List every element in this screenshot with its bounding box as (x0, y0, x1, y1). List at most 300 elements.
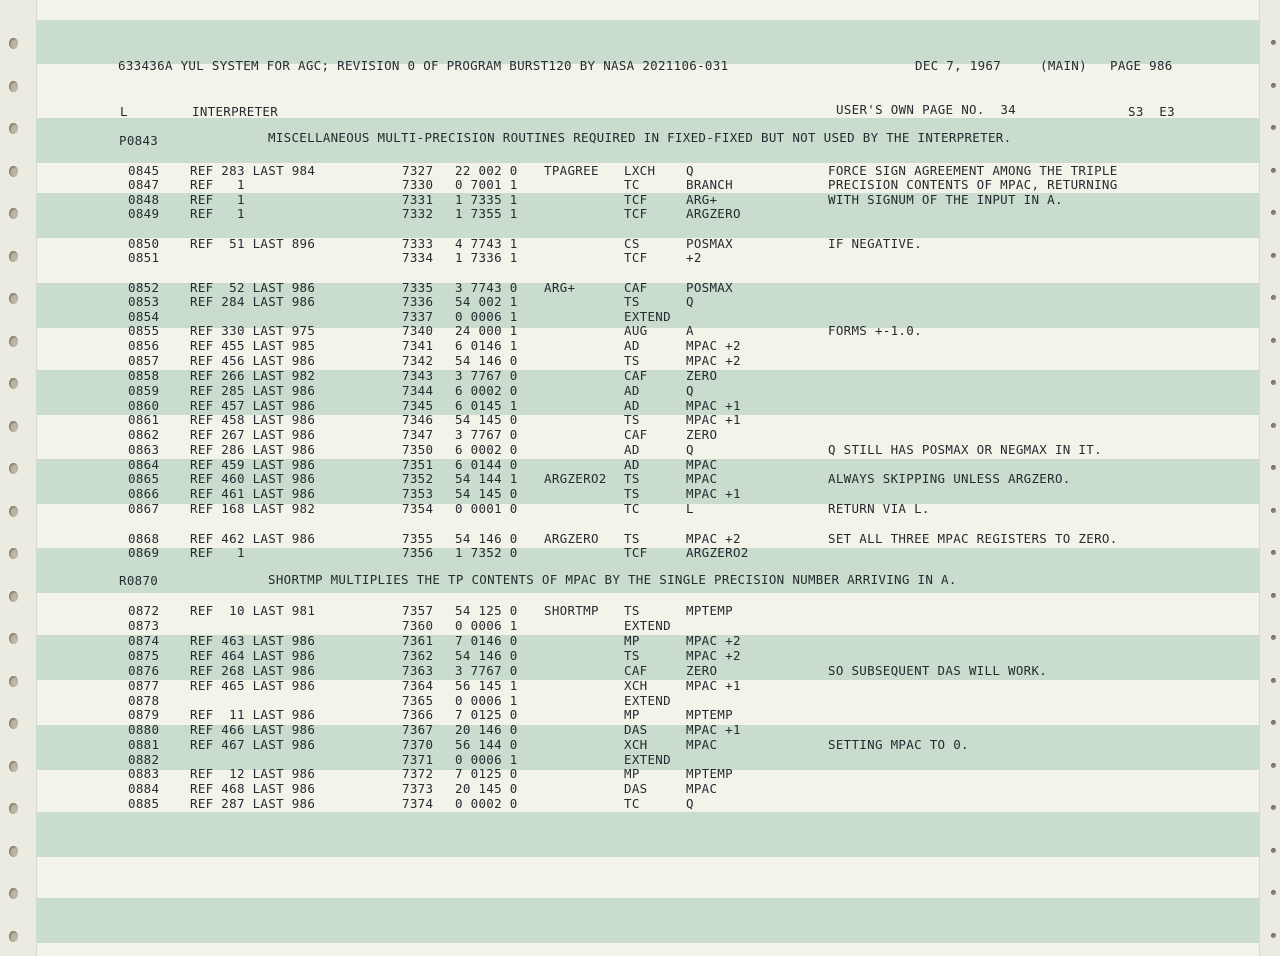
listing-comment: SO SUBSEQUENT DAS WILL WORK. (828, 663, 1048, 678)
listing-word: 1 7352 0 (455, 545, 518, 560)
listing-op: AUG (624, 323, 648, 338)
listing-line (0, 531, 1260, 546)
sheet-code: S3 E3 (1128, 104, 1175, 119)
listing-operand: MPAC +1 (686, 722, 741, 737)
listing-seq: 0847 (128, 177, 160, 192)
listing-line (0, 206, 1260, 221)
listing-op: AD (624, 442, 640, 457)
listing-word: 0 7001 1 (455, 177, 518, 192)
listing-operand: MPAC (686, 471, 718, 486)
listing-op: TC (624, 796, 640, 811)
sprocket-hole (1271, 465, 1276, 470)
listing-operand: MPAC +2 (686, 648, 741, 663)
listing-op: TS (624, 531, 640, 546)
listing-operand: Q (686, 294, 694, 309)
listing-addr: 7344 (402, 383, 434, 398)
listing-addr: 7340 (402, 323, 434, 338)
listing-ref: REF 461 LAST 986 (190, 486, 316, 501)
listing-ref: REF 168 LAST 982 (190, 501, 316, 516)
listing-label: ARGZERO (544, 531, 599, 546)
listing-op: MP (624, 766, 640, 781)
sprocket-hole (9, 931, 18, 942)
listing-comment: SETTING MPAC TO 0. (828, 737, 969, 752)
listing-section: (MAIN) (1040, 58, 1087, 73)
listing-operand: MPAC +1 (686, 398, 741, 413)
listing-seq: 0866 (128, 486, 160, 501)
listing-word: 56 145 1 (455, 678, 518, 693)
listing-seq: 0858 (128, 368, 160, 383)
listing-operand: MPAC +2 (686, 633, 741, 648)
listing-op: TCF (624, 206, 648, 221)
listing-line (0, 781, 1260, 796)
listing-ref: REF 1 (190, 177, 245, 192)
listing-line (0, 353, 1260, 368)
listing-line (0, 412, 1260, 427)
sprocket-hole (1271, 40, 1276, 45)
listing-operand: ARG+ (686, 192, 718, 207)
page-number: PAGE 986 (1110, 58, 1173, 73)
listing-label: ARG+ (544, 280, 576, 295)
listing-op: CAF (624, 427, 648, 442)
listing-seq: 0857 (128, 353, 160, 368)
listing-word: 0 0006 1 (455, 309, 518, 324)
listing-ref: REF 1 (190, 545, 245, 560)
listing-addr: 7353 (402, 486, 434, 501)
listing-word: 54 145 0 (455, 412, 518, 427)
listing-label: TPAGREE (544, 163, 599, 178)
listing-line (0, 603, 1260, 618)
listing-addr: 7334 (402, 250, 434, 265)
listing-line (0, 471, 1260, 486)
sprocket-hole (1271, 168, 1276, 173)
listing-comment: PRECISION CONTENTS OF MPAC, RETURNING (828, 177, 1118, 192)
listing-word: 6 0145 1 (455, 398, 518, 413)
listing-line (0, 383, 1260, 398)
listing-addr: 7373 (402, 781, 434, 796)
listing-op: TS (624, 486, 640, 501)
listing-op: TS (624, 603, 640, 618)
listing-addr: 7360 (402, 618, 434, 633)
listing-op: DAS (624, 781, 648, 796)
listing-word: 56 144 0 (455, 737, 518, 752)
listing-addr: 7331 (402, 192, 434, 207)
listing-word: 6 0002 0 (455, 442, 518, 457)
listing-line (0, 368, 1260, 383)
listing-line (0, 442, 1260, 457)
listing-operand: MPTEMP (686, 766, 733, 781)
listing-addr: 7370 (402, 737, 434, 752)
listing-word: 20 146 0 (455, 722, 518, 737)
listing-seq: 0877 (128, 678, 160, 693)
listing-operand: Q (686, 383, 694, 398)
listing-addr: 7354 (402, 501, 434, 516)
listing-word: 0 0002 0 (455, 796, 518, 811)
listing-addr: 7357 (402, 603, 434, 618)
listing-seq: 0878 (128, 693, 160, 708)
listing-seq: 0863 (128, 442, 160, 457)
listing-seq: 0852 (128, 280, 160, 295)
listing-word: 54 002 1 (455, 294, 518, 309)
listing-ref: REF 467 LAST 986 (190, 737, 316, 752)
listing-word: 1 7335 1 (455, 192, 518, 207)
listing-ref: REF 468 LAST 986 (190, 781, 316, 796)
comment-text: SHORTMP MULTIPLIES THE TP CONTENTS OF MPAC BY THE SINGLE PRECISION NUMBER ARRIVING IN A. (268, 572, 957, 587)
sprocket-hole (1271, 380, 1276, 385)
listing-line (0, 796, 1260, 811)
listing-operand: ZERO (686, 368, 718, 383)
listing-word: 0 0006 1 (455, 693, 518, 708)
listing-line (0, 280, 1260, 295)
listing-op: TC (624, 177, 640, 192)
listing-ref: REF 11 LAST 986 (190, 707, 316, 722)
sprocket-hole (9, 123, 18, 134)
listing-line (0, 737, 1260, 752)
comment-text: MISCELLANEOUS MULTI-PRECISION ROUTINES REQUIRED IN FIXED-FIXED BUT NOT USED BY THE INTERPRETER. (268, 130, 1012, 145)
sprocket-hole (1271, 210, 1276, 215)
listing-operand: MPAC (686, 457, 718, 472)
listing-line (0, 678, 1260, 693)
listing-operand: A (686, 323, 694, 338)
listing-line (0, 192, 1260, 207)
sprocket-hole (1271, 933, 1276, 938)
listing-word: 3 7767 0 (455, 663, 518, 678)
listing-addr: 7355 (402, 531, 434, 546)
listing-word: 22 002 0 (455, 163, 518, 178)
green-bar (36, 812, 1260, 857)
listing-seq: 0872 (128, 603, 160, 618)
listing-addr: 7365 (402, 693, 434, 708)
listing-word: 4 7743 1 (455, 236, 518, 251)
sprocket-hole (1271, 125, 1276, 130)
listing-op: XCH (624, 678, 648, 693)
listing-addr: 7356 (402, 545, 434, 560)
listing-addr: 7345 (402, 398, 434, 413)
sprocket-hole (1271, 635, 1276, 640)
sprocket-hole (1271, 423, 1276, 428)
listing-seq: 0859 (128, 383, 160, 398)
listing-seq: 0883 (128, 766, 160, 781)
listing-comment: RETURN VIA L. (828, 501, 930, 516)
listing-op: TCF (624, 545, 648, 560)
log-code: L (120, 104, 128, 119)
listing-line (0, 457, 1260, 472)
sprocket-hole (1271, 763, 1276, 768)
sprocket-hole (9, 38, 18, 49)
listing-line (0, 427, 1260, 442)
listing-comment: ALWAYS SKIPPING UNLESS ARGZERO. (828, 471, 1071, 486)
listing-ref: REF 458 LAST 986 (190, 412, 316, 427)
listing-op: TS (624, 353, 640, 368)
listing-comment: WITH SIGNUM OF THE INPUT IN A. (828, 192, 1063, 207)
listing-line (0, 663, 1260, 678)
sprocket-hole (1271, 678, 1276, 683)
listing-addr: 7330 (402, 177, 434, 192)
listing-word: 0 0001 0 (455, 501, 518, 516)
listing-date: DEC 7, 1967 (915, 58, 1002, 73)
listing-ref: REF 284 LAST 986 (190, 294, 316, 309)
listing-op: EXTEND (624, 693, 671, 708)
listing-ref: REF 1 (190, 192, 245, 207)
listing-addr: 7374 (402, 796, 434, 811)
listing-op: AD (624, 398, 640, 413)
listing-label: ARGZERO2 (544, 471, 607, 486)
listing-seq: 0856 (128, 338, 160, 353)
sprocket-hole (1271, 593, 1276, 598)
listing-operand: MPAC +1 (686, 412, 741, 427)
listing-label: SHORTMP (544, 603, 599, 618)
sprocket-hole (1271, 295, 1276, 300)
listing-addr: 7364 (402, 678, 434, 693)
listing-line (0, 722, 1260, 737)
listing-op: TS (624, 471, 640, 486)
listing-line (0, 398, 1260, 413)
listing-ref: REF 462 LAST 986 (190, 531, 316, 546)
listing-seq: 0850 (128, 236, 160, 251)
listing-operand: MPAC (686, 737, 718, 752)
sprocket-hole (1271, 720, 1276, 725)
listing-line (0, 752, 1260, 767)
comment-seq: P0843 (119, 133, 159, 148)
listing-comment: IF NEGATIVE. (828, 236, 922, 251)
listing-seq: 0884 (128, 781, 160, 796)
listing-seq: 0876 (128, 663, 160, 678)
listing-addr: 7351 (402, 457, 434, 472)
listing-word: 1 7355 1 (455, 206, 518, 221)
listing-ref: REF 460 LAST 986 (190, 471, 316, 486)
listing-seq: 0849 (128, 206, 160, 221)
listing-seq: 0853 (128, 294, 160, 309)
sprocket-hole (1271, 253, 1276, 258)
listing-word: 54 125 0 (455, 603, 518, 618)
sprocket-hole (1271, 890, 1276, 895)
listing-addr: 7350 (402, 442, 434, 457)
listing-ref: REF 287 LAST 986 (190, 796, 316, 811)
listing-addr: 7346 (402, 412, 434, 427)
listing-op: EXTEND (624, 752, 671, 767)
listing-addr: 7372 (402, 766, 434, 781)
listing-addr: 7341 (402, 338, 434, 353)
listing-ref: REF 455 LAST 985 (190, 338, 316, 353)
listing-seq: 0862 (128, 427, 160, 442)
listing-line (0, 633, 1260, 648)
listing-addr: 7371 (402, 752, 434, 767)
listing-op: TCF (624, 250, 648, 265)
listing-op: TS (624, 412, 640, 427)
listing-comment: FORCE SIGN AGREEMENT AMONG THE TRIPLE (828, 163, 1118, 178)
comment-seq: R0870 (119, 573, 159, 588)
listing-ref: REF 266 LAST 982 (190, 368, 316, 383)
sprocket-hole (1271, 848, 1276, 853)
listing-line (0, 236, 1260, 251)
listing-op: EXTEND (624, 309, 671, 324)
sprocket-hole (9, 81, 18, 92)
listing-operand: MPAC +2 (686, 353, 741, 368)
right-tractor-strip (1259, 0, 1280, 956)
listing-addr: 7343 (402, 368, 434, 383)
listing-addr: 7347 (402, 427, 434, 442)
listing-seq: 0869 (128, 545, 160, 560)
listing-line (0, 177, 1260, 192)
listing-op: CAF (624, 368, 648, 383)
listing-word: 3 7767 0 (455, 427, 518, 442)
listing-word: 3 7743 0 (455, 280, 518, 295)
listing-seq: 0864 (128, 457, 160, 472)
listing-line (0, 309, 1260, 324)
listing-seq: 0848 (128, 192, 160, 207)
listing-operand: MPAC +1 (686, 486, 741, 501)
listing-comment: SET ALL THREE MPAC REGISTERS TO ZERO. (828, 531, 1118, 546)
listing-word: 1 7336 1 (455, 250, 518, 265)
listing-seq: 0845 (128, 163, 160, 178)
listing-ref: REF 283 LAST 984 (190, 163, 316, 178)
listing-ref: REF 464 LAST 986 (190, 648, 316, 663)
listing-line (0, 707, 1260, 722)
listing-ref: REF 51 LAST 896 (190, 236, 316, 251)
listing-word: 6 0002 0 (455, 383, 518, 398)
listing-seq: 0882 (128, 752, 160, 767)
listing-seq: 0851 (128, 250, 160, 265)
listing-op: XCH (624, 737, 648, 752)
listing-ref: REF 330 LAST 975 (190, 323, 316, 338)
listing-seq: 0860 (128, 398, 160, 413)
listing-op: EXTEND (624, 618, 671, 633)
listing-seq: 0874 (128, 633, 160, 648)
listing-line (0, 648, 1260, 663)
listing-word: 0 0006 1 (455, 752, 518, 767)
listing-addr: 7342 (402, 353, 434, 368)
listing-operand: ZERO (686, 427, 718, 442)
listing-line (0, 163, 1260, 178)
listing-operand: MPTEMP (686, 707, 733, 722)
listing-op: MP (624, 707, 640, 722)
listing-seq: 0854 (128, 309, 160, 324)
green-bar (36, 898, 1260, 943)
listing-op: CS (624, 236, 640, 251)
listing-ref: REF 466 LAST 986 (190, 722, 316, 737)
listing-operand: MPAC +2 (686, 338, 741, 353)
listing-operand: Q (686, 442, 694, 457)
listing-seq: 0861 (128, 412, 160, 427)
listing-word: 54 144 1 (455, 471, 518, 486)
listing-addr: 7367 (402, 722, 434, 737)
listing-operand: MPTEMP (686, 603, 733, 618)
listing-ref: REF 286 LAST 986 (190, 442, 316, 457)
listing-word: 54 146 0 (455, 648, 518, 663)
sprocket-hole (1271, 508, 1276, 513)
listing-seq: 0880 (128, 722, 160, 737)
listing-operand: MPAC (686, 781, 718, 796)
listing-line (0, 501, 1260, 516)
listing-ref: REF 268 LAST 986 (190, 663, 316, 678)
listing-op: AD (624, 383, 640, 398)
listing-addr: 7335 (402, 280, 434, 295)
listing-op: AD (624, 457, 640, 472)
listing-title: 633436A YUL SYSTEM FOR AGC; REVISION 0 OF PROGRAM BURST120 BY NASA 2021106-031 (118, 58, 729, 73)
listing-addr: 7332 (402, 206, 434, 221)
listing-addr: 7337 (402, 309, 434, 324)
listing-word: 54 146 0 (455, 353, 518, 368)
listing-addr: 7361 (402, 633, 434, 648)
listing-word: 7 0146 0 (455, 633, 518, 648)
users-page-number: USER'S OWN PAGE NO. 34 (836, 102, 1016, 117)
listing-operand: +2 (686, 250, 702, 265)
listing-operand: POSMAX (686, 236, 733, 251)
listing-word: 54 145 0 (455, 486, 518, 501)
listing-line (0, 250, 1260, 265)
listing-op: TS (624, 648, 640, 663)
listing-line (0, 338, 1260, 353)
listing-ref: REF 463 LAST 986 (190, 633, 316, 648)
listing-line (0, 693, 1260, 708)
listing-line (0, 323, 1260, 338)
listing-addr: 7366 (402, 707, 434, 722)
sprocket-hole (9, 888, 18, 899)
listing-ref: REF 10 LAST 981 (190, 603, 316, 618)
listing-seq: 0868 (128, 531, 160, 546)
listing-op: CAF (624, 663, 648, 678)
sprocket-hole (1271, 83, 1276, 88)
listing-seq: 0875 (128, 648, 160, 663)
listing-addr: 7327 (402, 163, 434, 178)
listing-ref: REF 12 LAST 986 (190, 766, 316, 781)
listing-ref: REF 456 LAST 986 (190, 353, 316, 368)
listing-op: AD (624, 338, 640, 353)
listing-seq: 0881 (128, 737, 160, 752)
listing-ref: REF 465 LAST 986 (190, 678, 316, 693)
listing-word: 7 0125 0 (455, 766, 518, 781)
listing-word: 7 0125 0 (455, 707, 518, 722)
listing-operand: ARGZERO (686, 206, 741, 221)
listing-operand: POSMAX (686, 280, 733, 295)
listing-op: TC (624, 501, 640, 516)
listing-word: 0 0006 1 (455, 618, 518, 633)
listing-operand: Q (686, 796, 694, 811)
listing-addr: 7352 (402, 471, 434, 486)
listing-seq: 0873 (128, 618, 160, 633)
listing-addr: 7363 (402, 663, 434, 678)
listing-line (0, 486, 1260, 501)
listing-ref: REF 457 LAST 986 (190, 398, 316, 413)
listing-operand: BRANCH (686, 177, 733, 192)
listing-word: 24 000 1 (455, 323, 518, 338)
sprocket-hole (1271, 805, 1276, 810)
listing-op: MP (624, 633, 640, 648)
listing-word: 3 7767 0 (455, 368, 518, 383)
listing-ref: REF 1 (190, 206, 245, 221)
listing-addr: 7362 (402, 648, 434, 663)
listing-operand: Q (686, 163, 694, 178)
listing-line (0, 766, 1260, 781)
listing-operand: L (686, 501, 694, 516)
listing-word: 6 0146 1 (455, 338, 518, 353)
listing-word: 20 145 0 (455, 781, 518, 796)
listing-operand: MPAC +1 (686, 678, 741, 693)
listing-seq: 0867 (128, 501, 160, 516)
listing-line (0, 618, 1260, 633)
listing-op: LXCH (624, 163, 656, 178)
listing-ref: REF 459 LAST 986 (190, 457, 316, 472)
listing-comment: Q STILL HAS POSMAX OR NEGMAX IN IT. (828, 442, 1102, 457)
listing-op: CAF (624, 280, 648, 295)
assembly-name: INTERPRETER (192, 104, 279, 119)
listing-comment: FORMS +-1.0. (828, 323, 922, 338)
listing-addr: 7336 (402, 294, 434, 309)
listing-word: 6 0144 0 (455, 457, 518, 472)
listing-operand: MPAC +2 (686, 531, 741, 546)
listing-seq: 0855 (128, 323, 160, 338)
listing-ref: REF 267 LAST 986 (190, 427, 316, 442)
listing-word: 54 146 0 (455, 531, 518, 546)
